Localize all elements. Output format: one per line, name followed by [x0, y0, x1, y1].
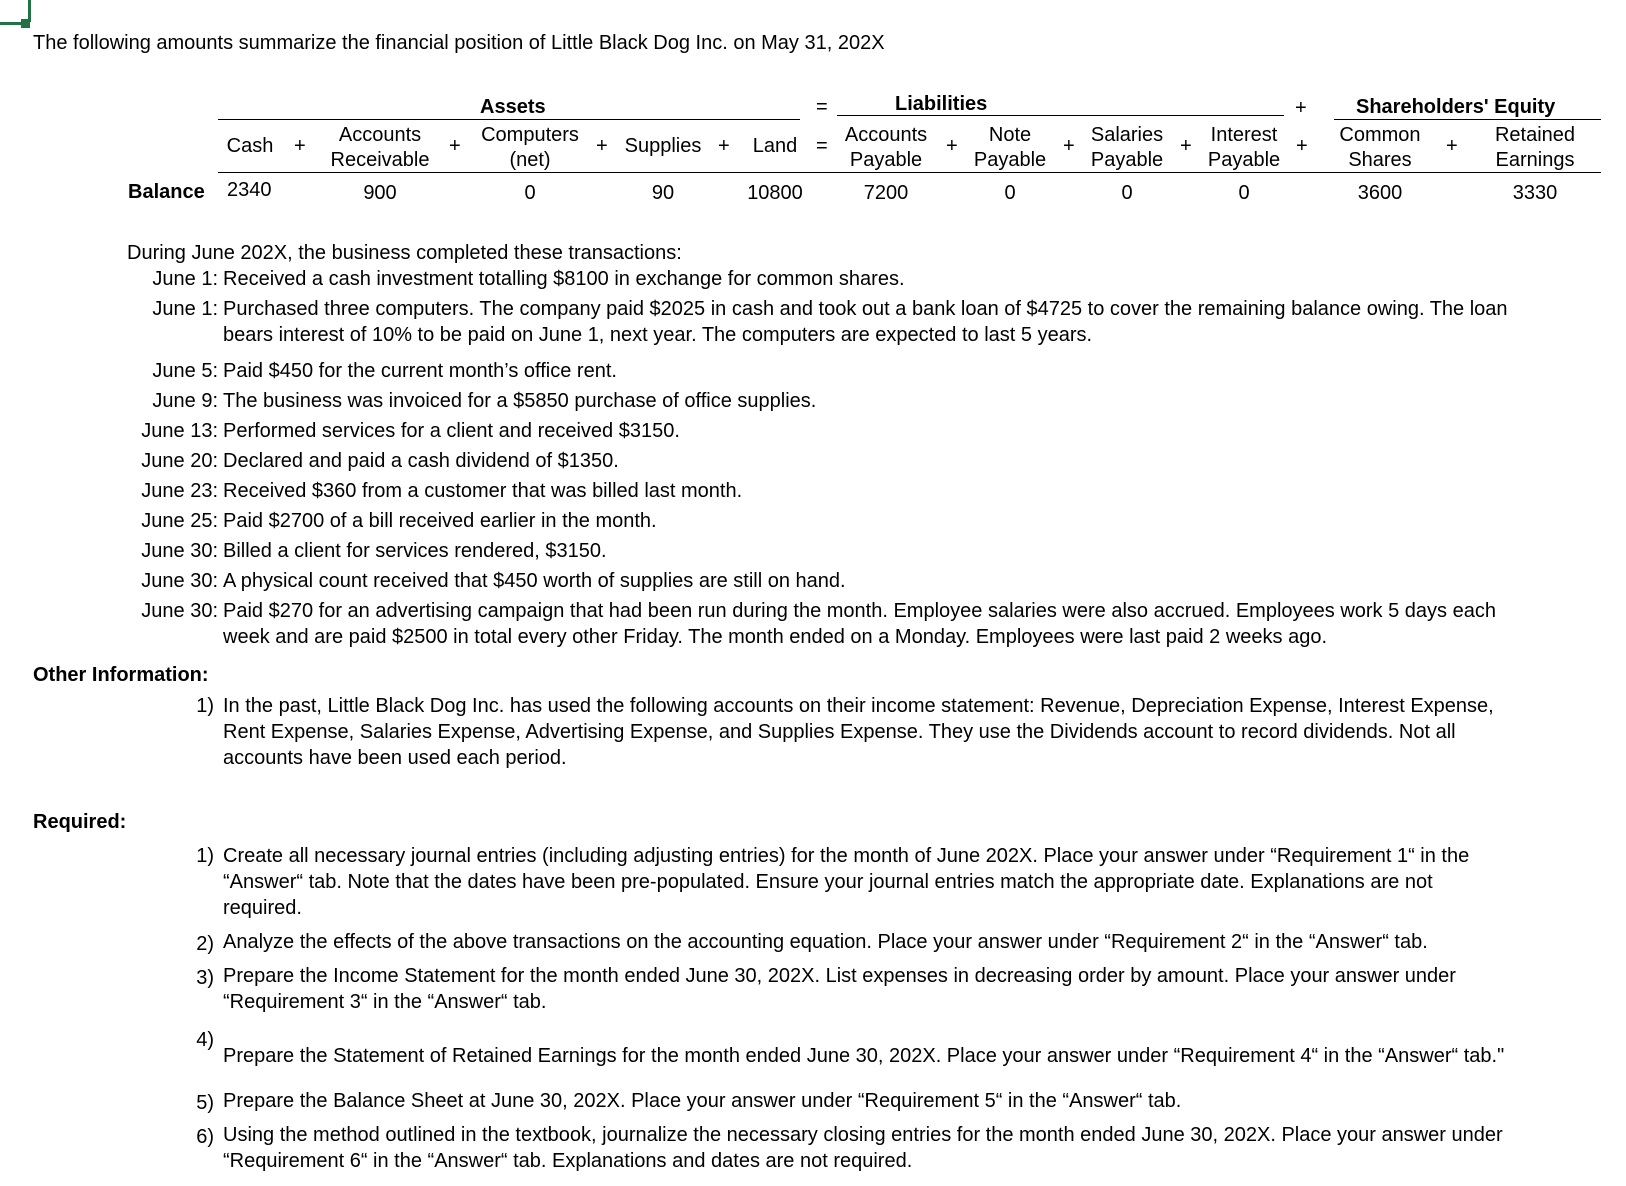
transactions-intro: During June 202X, the business completed these transactions:: [127, 242, 682, 264]
col-header-cash: Cash: [226, 135, 274, 157]
transaction-date: June 30:: [141, 540, 218, 562]
balance-land: 10800: [747, 182, 803, 204]
col-header-ip-1: Interest: [1210, 124, 1278, 146]
assets-header: Assets: [480, 96, 546, 118]
balance-computers: 0: [524, 182, 536, 204]
balance-np: 0: [1004, 182, 1016, 204]
transaction-text: Received a cash investment totalling $8100 in exchange for common shares.: [223, 268, 905, 290]
col-header-sp-1: Salaries: [1090, 124, 1164, 146]
other-info-text: In the past, Little Black Dog Inc. has used the following accounts on their income statement: Revenue, Depreciation Expense, Interest Expense,: [223, 695, 1494, 717]
required-heading: Required:: [33, 811, 127, 833]
liabilities-header: Liabilities: [895, 93, 988, 115]
requirement-text: “Requirement 3“ in the “Answer“ tab.: [223, 991, 547, 1013]
balance-ar: 900: [363, 182, 397, 204]
operator-equals: =: [816, 135, 828, 157]
balance-re: 3330: [1512, 182, 1558, 204]
col-header-np-1: Note: [988, 124, 1032, 146]
transaction-text: Paid $270 for an advertising campaign that had been run during the month. Employee salaries were also accrued. Employees work 5 days each: [223, 600, 1496, 622]
intro-text: The following amounts summarize the financial position of Little Black Dog Inc. on May 31, 202X: [33, 32, 885, 54]
requirement-text: Analyze the effects of the above transactions on the accounting equation. Place your answer under “Requirement 2“ in the “Answer“ tab.: [223, 931, 1428, 953]
col-header-cs-1: Common: [1339, 124, 1421, 146]
col-header-ip-2: Payable: [1207, 149, 1281, 171]
transaction-text: Paid $2700 of a bill received earlier in the month.: [223, 510, 657, 532]
col-header-cs-2: Shares: [1348, 149, 1412, 171]
equals-header: =: [816, 96, 828, 118]
other-info-heading: Other Information:: [33, 664, 209, 686]
transaction-text: Purchased three computers. The company paid $2025 in cash and took out a bank loan of $4725 to cover the remaining balance owing. The loan: [223, 298, 1508, 320]
transaction-text: Performed services for a client and received $3150.: [223, 420, 680, 442]
transaction-text: Paid $450 for the current month’s office rent.: [223, 360, 617, 382]
transaction-date: June 30:: [141, 600, 218, 622]
other-info-text: Rent Expense, Salaries Expense, Advertising Expense, and Supplies Expense. They use the Dividends account to record dividends. Not all: [223, 721, 1456, 743]
transaction-date: June 1:: [152, 298, 218, 320]
requirement-text: Create all necessary journal entries (including adjusting entries) for the month of June 202X. Place your answer under “Requirement 1“ in the: [223, 845, 1470, 867]
other-info-text: accounts have been used each period.: [223, 747, 567, 769]
requirement-text: Prepare the Balance Sheet at June 30, 202X. Place your answer under “Requirement 5“ in the “Answer“ tab.: [223, 1090, 1182, 1112]
balance-cash: 2340: [227, 179, 272, 201]
requirement-text: required.: [223, 897, 302, 919]
transaction-text: bears interest of 10% to be paid on June 1, next year. The computers are expected to last 5 years.: [223, 324, 1093, 346]
transaction-date: June 23:: [141, 480, 218, 502]
assets-rule: [218, 119, 800, 120]
balance-supplies: 90: [651, 182, 675, 204]
col-header-sp-2: Payable: [1090, 149, 1164, 171]
list-number: 1): [196, 845, 214, 867]
requirement-text: Prepare the Income Statement for the month ended June 30, 202X. List expenses in decreasing order by amount. Place your answer under: [223, 965, 1456, 987]
transaction-date: June 9:: [152, 390, 218, 412]
operator-plus: +: [1296, 135, 1308, 157]
equity-rule: [1334, 119, 1601, 120]
transaction-text: week and are paid $2500 in total every other Friday. The month ended on a Monday. Employees were last paid 2 weeks ago.: [223, 626, 1327, 648]
transaction-text: Declared and paid a cash dividend of $1350.: [223, 450, 619, 472]
transaction-date: June 1:: [152, 268, 218, 290]
column-header-rule: [218, 172, 1601, 173]
operator-plus: +: [596, 135, 608, 157]
transaction-text: Billed a client for services rendered, $3150.: [223, 540, 607, 562]
equity-header: Shareholders' Equity: [1356, 96, 1556, 118]
operator-plus: +: [946, 135, 958, 157]
list-number: 3): [196, 967, 214, 989]
col-header-computers-1: Computers: [481, 124, 579, 146]
col-header-np-2: Payable: [973, 149, 1047, 171]
requirement-text: Prepare the Statement of Retained Earnings for the month ended June 30, 202X. Place your answer under “Requirement 4“ in the “Answer“ tab.": [223, 1045, 1505, 1067]
transaction-date: June 13:: [141, 420, 218, 442]
requirement-text: Using the method outlined in the textbook, journalize the necessary closing entries for the month ended June 30, 202X. Place your answer under: [223, 1124, 1503, 1146]
requirement-text: “Requirement 6“ in the “Answer“ tab. Explanations and dates are not required.: [223, 1150, 913, 1172]
col-header-ap-2: Payable: [849, 149, 923, 171]
liabilities-rule: [837, 115, 1284, 116]
list-number: 1): [196, 695, 214, 717]
list-number: 5): [196, 1092, 214, 1114]
col-header-re-2: Earnings: [1495, 149, 1575, 171]
col-header-ar-1: Accounts: [338, 124, 422, 146]
operator-plus: +: [294, 135, 306, 157]
transaction-date: June 30:: [141, 570, 218, 592]
col-header-supplies: Supplies: [624, 135, 702, 157]
operator-plus: +: [1180, 135, 1192, 157]
operator-plus: +: [1446, 135, 1458, 157]
requirement-text: “Answer“ tab. Note that the dates have been pre-populated. Ensure your journal entries match the appropriate date. Explanations are not: [223, 871, 1433, 893]
col-header-re-1: Retained: [1494, 124, 1576, 146]
operator-plus: +: [449, 135, 461, 157]
balance-ap: 7200: [863, 182, 909, 204]
col-header-ar-2: Receivable: [330, 149, 430, 171]
list-number: 2): [196, 933, 214, 955]
transaction-date: June 5:: [152, 360, 218, 382]
plus-header: +: [1295, 97, 1307, 119]
list-number: 6): [196, 1126, 214, 1148]
balance-row-label: Balance: [128, 181, 205, 203]
col-header-land: Land: [752, 135, 798, 157]
col-header-computers-2: (net): [509, 149, 551, 171]
operator-plus: +: [1063, 135, 1075, 157]
balance-cs: 3600: [1357, 182, 1403, 204]
transaction-text: The business was invoiced for a $5850 purchase of office supplies.: [223, 390, 817, 412]
balance-sp: 0: [1121, 182, 1133, 204]
transaction-date: June 25:: [141, 510, 218, 532]
transaction-date: June 20:: [141, 450, 218, 472]
balance-ip: 0: [1238, 182, 1250, 204]
col-header-ap-1: Accounts: [844, 124, 928, 146]
list-number: 4): [196, 1029, 214, 1051]
transaction-text: Received $360 from a customer that was billed last month.: [223, 480, 743, 502]
operator-plus: +: [718, 135, 730, 157]
transaction-text: A physical count received that $450 worth of supplies are still on hand.: [223, 570, 846, 592]
